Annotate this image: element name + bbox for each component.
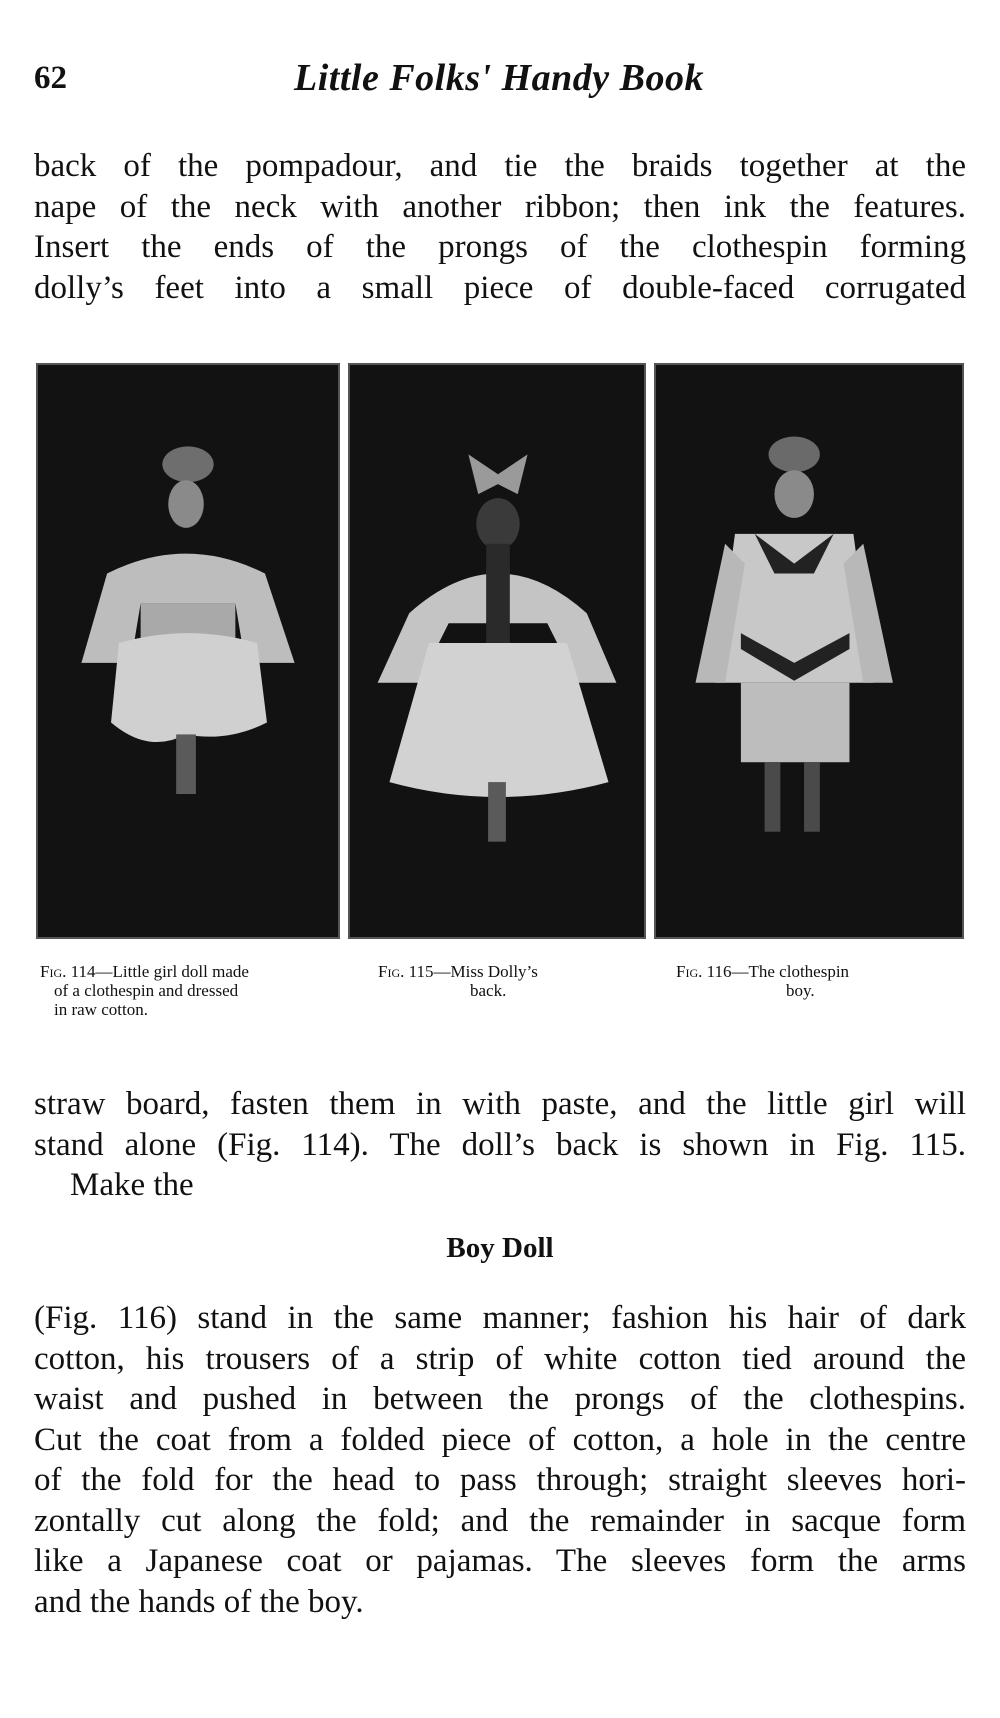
text-line: Cut the coat from a folded piece of cotton, a hole in the centre [34, 1421, 966, 1458]
text-line: nape of the neck with another ribbon; then ink the features. [34, 188, 966, 225]
text-line: Make the [70, 1167, 194, 1203]
page-number: 62 [34, 60, 67, 96]
figure-116-photo [654, 363, 964, 939]
caption-line: of a clothespin and dressed [54, 981, 239, 1000]
running-title: Little Folks' Handy Book [294, 57, 704, 99]
figure-label: Fig. 114 [40, 962, 96, 981]
figure-115-photo [348, 363, 646, 939]
figure-114-caption [40, 962, 340, 1019]
caption-line: —The clothespin [731, 962, 850, 981]
caption-line: in raw cotton. [54, 1000, 148, 1019]
caption-line: back. [470, 981, 507, 1000]
text-line: cotton, his trousers of a strip of white cotton tied around the [34, 1340, 966, 1377]
top-paragraph [34, 146, 966, 308]
text-line: and the hands of the boy. [34, 1583, 364, 1620]
middle-paragraph [34, 1084, 966, 1206]
text-line: waist and pushed in between the prongs of the clothespins. [34, 1381, 966, 1417]
bottom-paragraph [34, 1298, 966, 1622]
page-header [34, 57, 964, 110]
text-line: stand alone (Fig. 114). The doll’s back is shown in Fig. 115. [34, 1126, 966, 1163]
text-line: dolly’s feet into a small piece of double-faced corrugated [34, 269, 966, 306]
figure-114-photo [36, 363, 340, 939]
figure-115-caption [378, 962, 638, 1000]
text-line: like a Japanese coat or pajamas. The sleeves form the arms [34, 1543, 966, 1579]
caption-line: boy. [786, 981, 815, 1000]
figure-116-caption [676, 962, 956, 1000]
figure-label: Fig. 115 [378, 962, 434, 981]
text-line: of the fold for the head to pass through; straight sleeves hori- [34, 1462, 966, 1498]
boy-doll-image [656, 365, 962, 937]
text-line: (Fig. 116) stand in the same manner; fashion his hair of dark [34, 1300, 966, 1336]
figure-label: Fig. 116 [676, 962, 732, 981]
doll-back-image [350, 365, 644, 937]
text-line: straw board, fasten them in with paste, and the little girl will [34, 1086, 966, 1122]
text-line: back of the pompadour, and tie the braids together at the [34, 148, 966, 184]
caption-line: —Little girl doll made [95, 962, 249, 981]
girl-doll-image [38, 365, 338, 937]
section-heading: Boy Doll [446, 1232, 554, 1264]
caption-line: —Miss Dolly’s [433, 962, 538, 981]
text-line: zontally cut along the fold; and the remainder in sacque form [34, 1502, 966, 1539]
text-line: Insert the ends of the prongs of the clothespin forming [34, 229, 966, 265]
